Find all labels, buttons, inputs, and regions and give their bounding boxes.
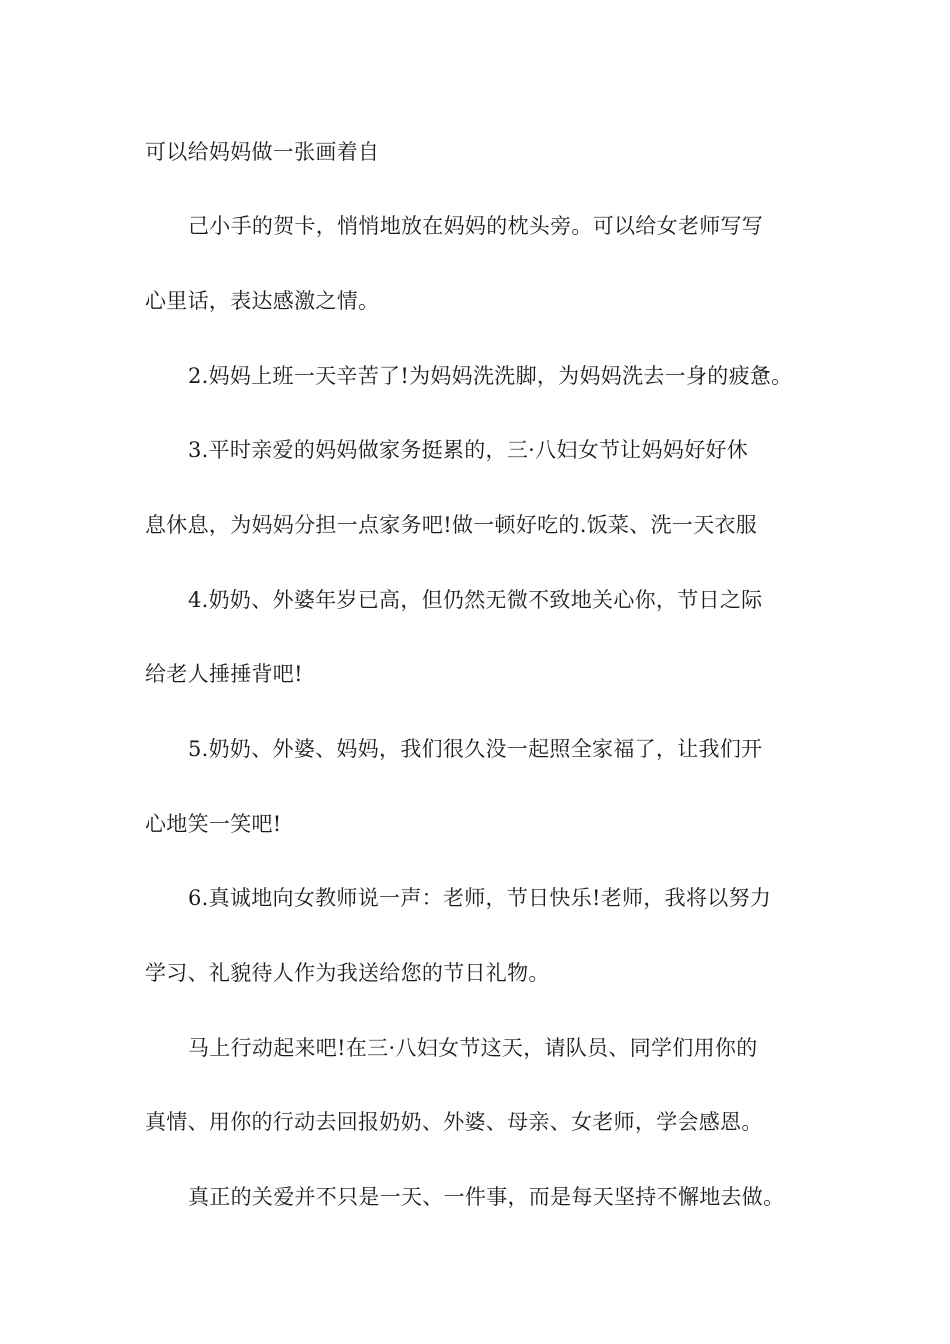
text-line-7: 4.奶奶、外婆年岁已高，但仍然无微不致地关心你，节日之际 xyxy=(188,588,763,612)
text-line-14: 真情、用你的行动去回报奶奶、外婆、母亲、女老师，学会感恩。 xyxy=(145,1110,763,1134)
text-line-2: 己小手的贺卡，悄悄地放在妈妈的枕头旁。可以给女老师写写 xyxy=(188,214,764,238)
text-line-5: 3.平时亲爱的妈妈做家务挺累的，三·八妇女节让妈妈好好休 xyxy=(188,438,749,462)
text-line-9: 5.奶奶、外婆、妈妈，我们很久没一起照全家福了，让我们开 xyxy=(188,737,763,761)
text-line-13: 马上行动起来吧!在三·八妇女节这天，请队员、同学们用你的 xyxy=(188,1036,758,1060)
text-line-3: 心里话，表达感激之情。 xyxy=(145,289,380,313)
text-line-4: 2.妈妈上班一天辛苦了!为妈妈洗洗脚，为妈妈洗去一身的疲惫。 xyxy=(188,364,793,388)
text-line-15: 真正的关爱并不只是一天、一件事，而是每天坚持不懈地去做。 xyxy=(188,1185,785,1209)
text-line-1: 可以给妈妈做一张画着自 xyxy=(145,140,380,164)
text-line-11: 6.真诚地向女教师说一声：老师，节日快乐!老师，我将以努力 xyxy=(188,886,772,910)
text-line-8: 给老人捶捶背吧! xyxy=(145,662,303,686)
text-line-12: 学习、礼貌待人作为我送给您的节日礼物。 xyxy=(145,961,550,985)
text-line-6: 息休息，为妈妈分担一点家务吧!做一顿好吃的.饭菜、洗一天衣服 xyxy=(145,513,758,537)
text-line-10: 心地笑一笑吧! xyxy=(145,812,282,836)
